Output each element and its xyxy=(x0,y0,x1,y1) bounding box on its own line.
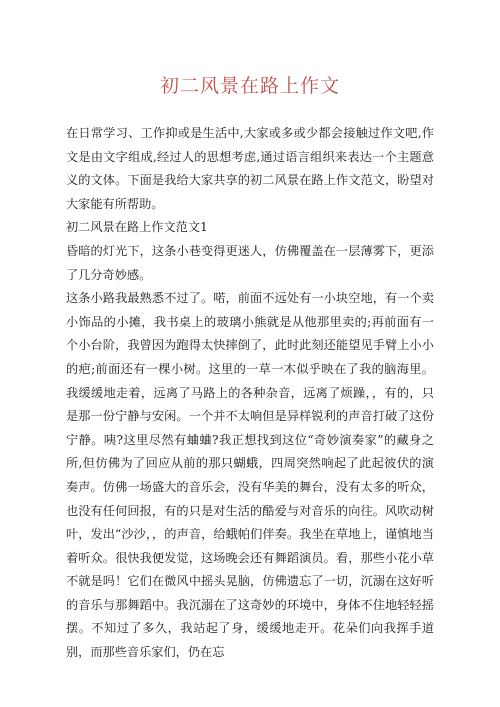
intro-paragraph: 在日常学习、工作抑或是生活中,大家或多或少都会接触过作文吧,作文是由文字组成,经过人的思想考虑,通过语言组织来表达一个主题意义的文体。下面是我给大家共享的初二风景在路上作文范文，盼望对大家能有所帮助。 xyxy=(66,126,434,211)
body-paragraph-2: 这条小路我最熟悉不过了。喏，前面不远处有一小块空地，有一个卖小饰品的小摊，我书桌上的玻璃小熊就是从他那里卖的;再前面有一个小台阶，我曾因为跑得太快摔倒了，此时此刻还能望见手臂上小小的疤;前面还有一棵小树。这里的一草一木似乎映在了我的脑海里。我缓缓地走着，远离了马路上的各种杂音，远离了烦躁，，有的，只是那一份宁静与安闲。一个并不太响但是异样锐利的声音打破了这份宁静。咦?这里尽然有蛐蛐?我正想找到这位“奇妙演奏家”的藏身之所,但仿佛为了回应从前的那只蝴蛾，四周突然响起了此起彼伏的演奏声。仿佛一场盛大的音乐会，没有华美的舞台，没有太多的听众，也没有任何回报，有的只是对生活的酷爱与对音乐的向往。风吹动树叶，发出“沙沙，，的声音，给蛾帕们伴奏。我坐在草地上，谨慎地当着听众。很快我便发觉，这场晚会还有舞蹈演员。看，那些小花小草不就是吗！它们在微风中摇头晃脑，仿佛遗忘了一切，沉溺在这好听的音乐与那舞蹈中。我沉溺在了这奇妙的环境中，身体不住地轻轻摇摆。不知过了多久，我站起了身，缓缓地走开。花朵们向我挥手道别，而那些音乐家们，仍在忘 xyxy=(66,291,434,660)
section-heading: 初二风景在路上作文范文1 xyxy=(66,220,208,235)
document-title: 初二风景在路上作文 xyxy=(159,75,340,97)
body-paragraph-1: 昏暗的灯光下，这条小巷变得更迷人，仿佛覆盖在一层薄雾下，更添了几分奇妙感。 xyxy=(66,243,434,282)
